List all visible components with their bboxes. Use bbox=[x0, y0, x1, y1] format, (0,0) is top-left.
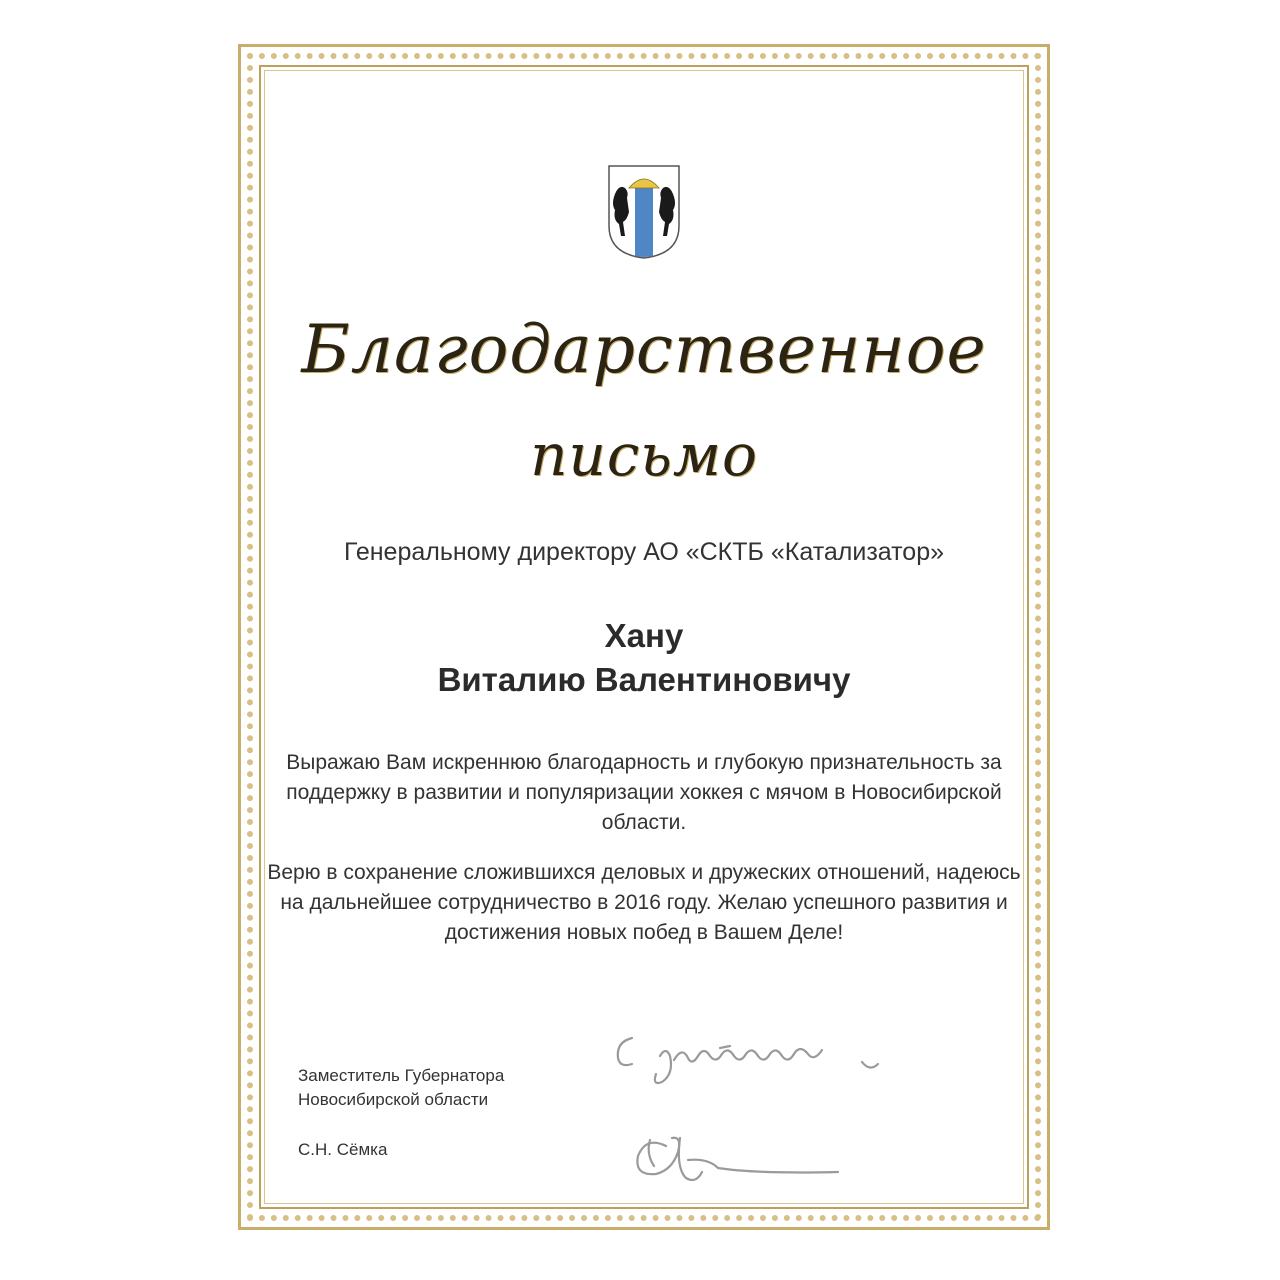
signatory-name: С.Н. Сёмка bbox=[298, 1140, 388, 1159]
body-paragraph-gratitude bbox=[264, 748, 1024, 838]
certificate-title-line-2: письмо bbox=[530, 421, 758, 489]
body-paragraph-wishes bbox=[264, 858, 1024, 948]
addressee-line: Генеральному директору АО «СКТБ «Катализатор» bbox=[343, 538, 945, 566]
handwritten-signature bbox=[570, 1020, 910, 1200]
signatory-position-line-1: Заместитель Губернатора bbox=[298, 1066, 505, 1085]
certificate-title-line-1: Благодарственное bbox=[301, 311, 987, 388]
signatory-position-line-2: Новосибирской области bbox=[298, 1090, 489, 1109]
recipient-surname: Хану bbox=[604, 617, 684, 654]
coat-of-arms-icon bbox=[607, 164, 681, 260]
recipient-given-names: Виталию Валентиновичу bbox=[437, 661, 851, 698]
body-paragraph-gratitude-text: Выражаю Вам искреннюю благодарность и глубокую признательность за поддержку в развитии и популяризации хоккея с мячом в Новосибирской области. bbox=[286, 751, 1002, 834]
signatory-position bbox=[298, 1064, 504, 1112]
body-paragraph-wishes-text: Верю в сохранение сложившихся деловых и дружеских отношений, надеюсь на дальнейшее сотрудничество в 2016 году. Желаю успешного развития и достижения новых побед в Вашем Деле! bbox=[267, 861, 1021, 944]
